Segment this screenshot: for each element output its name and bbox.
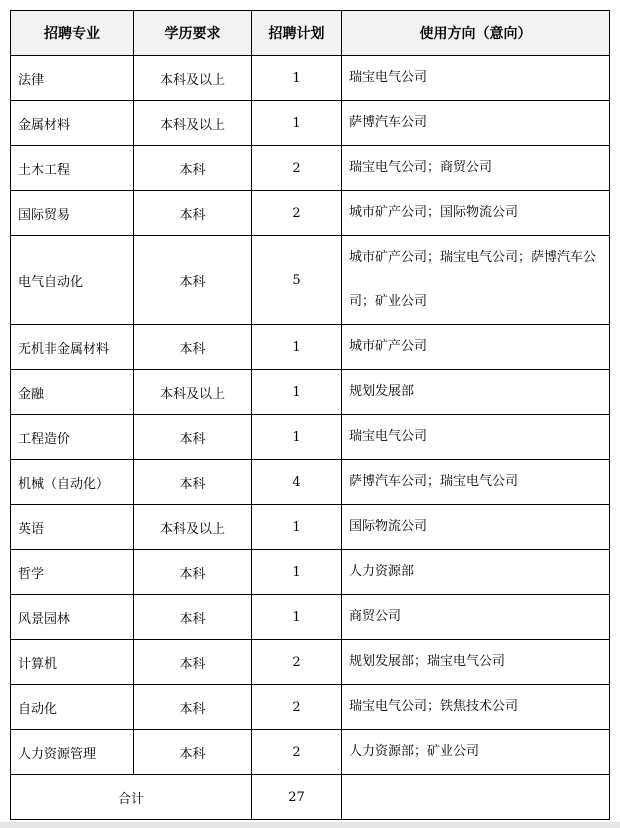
cell-education: 本科 <box>134 685 252 730</box>
cell-major: 无机非金属材料 <box>11 325 134 370</box>
header-education: 学历要求 <box>134 11 252 56</box>
total-value: 27 <box>252 775 342 820</box>
cell-plan: 1 <box>252 505 342 550</box>
table-row <box>11 191 610 236</box>
cell-education: 本科 <box>134 415 252 460</box>
cell-plan: 2 <box>252 191 342 236</box>
table-row <box>11 415 610 460</box>
cell-major: 工程造价 <box>11 415 134 460</box>
cell-major: 计算机 <box>11 640 134 685</box>
cell-plan: 2 <box>252 640 342 685</box>
cell-plan: 2 <box>252 146 342 191</box>
cell-education: 本科及以上 <box>134 101 252 146</box>
bottom-divider <box>0 822 620 828</box>
cell-major: 自动化 <box>11 685 134 730</box>
cell-direction: 人力资源部 <box>342 550 610 595</box>
cell-education: 本科 <box>134 191 252 236</box>
cell-plan: 1 <box>252 550 342 595</box>
cell-major: 英语 <box>11 505 134 550</box>
table-row <box>11 505 610 550</box>
header-direction: 使用方向（意向） <box>342 11 610 56</box>
cell-education: 本科 <box>134 146 252 191</box>
cell-education: 本科 <box>134 325 252 370</box>
cell-direction: 瑞宝电气公司；商贸公司 <box>342 146 610 191</box>
cell-education: 本科及以上 <box>134 370 252 415</box>
table-row <box>11 236 610 325</box>
table-row <box>11 685 610 730</box>
cell-major: 法律 <box>11 56 134 101</box>
cell-major: 电气自动化 <box>11 236 134 325</box>
cell-education: 本科 <box>134 640 252 685</box>
cell-education: 本科 <box>134 730 252 775</box>
cell-direction: 商贸公司 <box>342 595 610 640</box>
header-plan: 招聘计划 <box>252 11 342 56</box>
cell-direction: 规划发展部 <box>342 370 610 415</box>
total-row <box>11 775 610 820</box>
cell-direction: 规划发展部；瑞宝电气公司 <box>342 640 610 685</box>
cell-plan: 2 <box>252 730 342 775</box>
cell-education: 本科 <box>134 460 252 505</box>
cell-major: 国际贸易 <box>11 191 134 236</box>
cell-education: 本科 <box>134 236 252 325</box>
cell-direction: 萨博汽车公司；瑞宝电气公司 <box>342 460 610 505</box>
cell-plan: 4 <box>252 460 342 505</box>
table-row <box>11 460 610 505</box>
cell-major: 机械（自动化） <box>11 460 134 505</box>
table-row <box>11 730 610 775</box>
cell-plan: 2 <box>252 685 342 730</box>
table-row <box>11 370 610 415</box>
cell-direction: 国际物流公司 <box>342 505 610 550</box>
cell-plan: 1 <box>252 415 342 460</box>
cell-direction: 城市矿产公司；瑞宝电气公司；萨博汽车公司；矿业公司 <box>342 236 610 325</box>
cell-major: 金融 <box>11 370 134 415</box>
table-row <box>11 101 610 146</box>
cell-education: 本科及以上 <box>134 56 252 101</box>
cell-education: 本科 <box>134 550 252 595</box>
cell-direction: 城市矿产公司；国际物流公司 <box>342 191 610 236</box>
cell-direction: 瑞宝电气公司 <box>342 56 610 101</box>
cell-direction: 人力资源部；矿业公司 <box>342 730 610 775</box>
cell-education: 本科 <box>134 595 252 640</box>
total-label: 合计 <box>11 775 252 820</box>
cell-major: 人力资源管理 <box>11 730 134 775</box>
recruitment-table <box>10 10 610 820</box>
table-row <box>11 550 610 595</box>
cell-plan: 5 <box>252 236 342 325</box>
cell-plan: 1 <box>252 101 342 146</box>
cell-direction: 城市矿产公司 <box>342 325 610 370</box>
total-direction <box>342 775 610 820</box>
cell-plan: 1 <box>252 595 342 640</box>
cell-direction: 瑞宝电气公司 <box>342 415 610 460</box>
cell-major: 金属材料 <box>11 101 134 146</box>
cell-major: 土木工程 <box>11 146 134 191</box>
cell-education: 本科及以上 <box>134 505 252 550</box>
table-row <box>11 146 610 191</box>
header-major: 招聘专业 <box>11 11 134 56</box>
cell-major: 哲学 <box>11 550 134 595</box>
table-row <box>11 56 610 101</box>
cell-direction: 萨博汽车公司 <box>342 101 610 146</box>
cell-plan: 1 <box>252 56 342 101</box>
cell-plan: 1 <box>252 325 342 370</box>
cell-direction: 瑞宝电气公司；铁焦技术公司 <box>342 685 610 730</box>
table-row <box>11 595 610 640</box>
cell-major: 风景园林 <box>11 595 134 640</box>
header-row <box>11 11 610 56</box>
table-row <box>11 640 610 685</box>
table-row <box>11 325 610 370</box>
cell-plan: 1 <box>252 370 342 415</box>
